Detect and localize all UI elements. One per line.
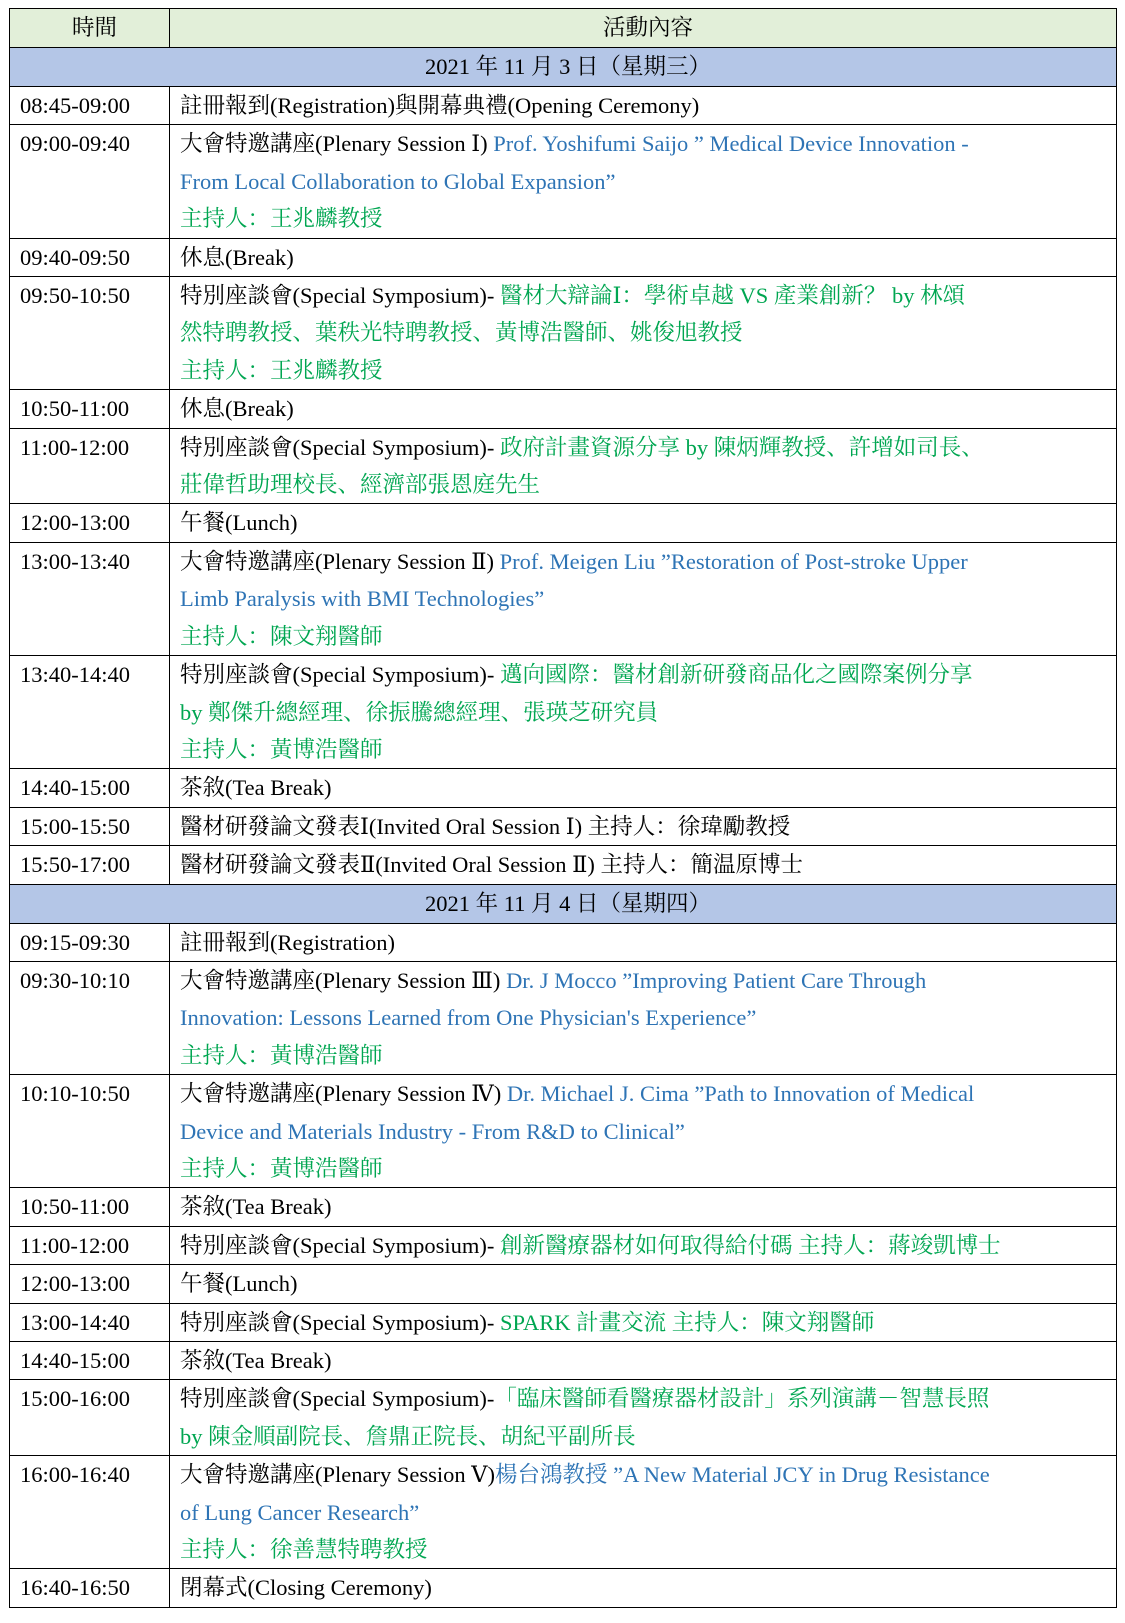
- table-row: [10, 961, 1117, 1074]
- speaker-text: 然特聘教授、葉秩光特聘教授、黃博浩醫師、姚俊旭教授: [180, 320, 743, 346]
- content-line: [180, 239, 1116, 276]
- content-line: [180, 580, 1116, 617]
- content-cell: [170, 542, 1117, 655]
- content-cell: [170, 87, 1117, 125]
- session-text: 休息(Break): [180, 396, 294, 422]
- content-cell: [170, 1303, 1117, 1341]
- session-text: 午餐(Lunch): [180, 1271, 298, 1297]
- content-line: [180, 429, 1116, 466]
- session-text: 註冊報到(Registration)與開幕典禮(Opening Ceremony): [180, 93, 700, 118]
- speaker-text: 醫材大辯論Ⅰ：學術卓越 VS 產業創新？ by 林頌: [499, 283, 966, 309]
- time-cell: 16:00-16:40: [10, 1456, 170, 1569]
- content-line: [180, 808, 1116, 845]
- session-text: 醫材研發論文發表Ⅰ(Invited Oral Session Ⅰ) 主持人：徐瑋勵教授: [180, 813, 791, 839]
- talk-title-text: of Lung Cancer Research”: [180, 1499, 420, 1525]
- content-line: [180, 1227, 1116, 1264]
- content-line: [180, 314, 1116, 351]
- session-text: 特別座談會(Special Symposium)-: [180, 434, 500, 460]
- table-row: [10, 1303, 1117, 1341]
- day-date: 2021 年 11 月 3 日（星期三）: [10, 48, 1117, 87]
- talk-title-text: Prof. Meigen Liu ”Restoration of Post-stroke Upper: [499, 548, 968, 574]
- table-row: [10, 390, 1117, 428]
- content-line: [180, 1304, 1116, 1341]
- content-cell: [170, 428, 1117, 504]
- header-time: 時間: [10, 9, 170, 48]
- content-line: [180, 163, 1116, 200]
- talk-title-text: Innovation: Lessons Learned from One Physician's Experience”: [180, 1005, 757, 1031]
- session-text: 特別座談會(Special Symposium)-: [180, 1386, 495, 1412]
- content-line: [180, 962, 1116, 999]
- content-line: [180, 504, 1116, 541]
- content-line: [180, 1494, 1116, 1531]
- content-line: [180, 1418, 1116, 1455]
- content-cell: [170, 1456, 1117, 1569]
- content-cell: [170, 807, 1117, 845]
- content-cell: [170, 390, 1117, 428]
- content-line: [180, 1531, 1116, 1568]
- content-line: [180, 1380, 1116, 1417]
- speaker-text: 主持人：黃博浩醫師: [180, 736, 383, 762]
- content-line: [180, 618, 1116, 655]
- content-line: [180, 125, 1116, 162]
- content-cell: [170, 1188, 1117, 1226]
- content-line: [180, 277, 1116, 314]
- content-line: [180, 694, 1116, 731]
- content-line: [180, 466, 1116, 503]
- session-text: 註冊報到(Registration): [180, 929, 395, 955]
- content-cell: [170, 125, 1117, 238]
- table-row: [10, 1188, 1117, 1226]
- content-line: [180, 1569, 1116, 1606]
- speaker-text: SPARK 計畫交流 主持人：陳文翔醫師: [499, 1309, 875, 1335]
- time-cell: 09:30-10:10: [10, 961, 170, 1074]
- content-cell: [170, 1226, 1117, 1264]
- day-header-row: [10, 884, 1117, 923]
- time-cell: 15:00-16:00: [10, 1380, 170, 1456]
- session-text: 特別座談會(Special Symposium)-: [180, 1309, 500, 1335]
- session-text: 大會特邀講座(Plenary Session Ⅰ): [180, 131, 494, 157]
- time-cell: 14:40-15:00: [10, 769, 170, 807]
- table-row: [10, 769, 1117, 807]
- session-text: 休息(Break): [180, 244, 294, 270]
- time-cell: 11:00-12:00: [10, 428, 170, 504]
- talk-title-text: Device and Materials Industry - From R&D to Clinical”: [180, 1118, 685, 1144]
- time-cell: 14:40-15:00: [10, 1342, 170, 1380]
- content-cell: [170, 656, 1117, 769]
- schedule-body: [10, 48, 1117, 1608]
- session-text: 大會特邀講座(Plenary Session Ⅴ): [180, 1462, 495, 1488]
- session-text: 茶敘(Tea Break): [180, 1348, 332, 1373]
- speaker-text: 創新醫療器材如何取得給付碼 主持人：蔣竣凱博士: [499, 1232, 1001, 1258]
- content-cell: [170, 1075, 1117, 1188]
- content-cell: [170, 1380, 1117, 1456]
- speaker-text: by 陳金順副院長、詹鼎正院長、胡紀平副所長: [180, 1423, 636, 1449]
- content-cell: [170, 961, 1117, 1074]
- table-row: [10, 238, 1117, 276]
- table-row: [10, 1075, 1117, 1188]
- content-cell: [170, 238, 1117, 276]
- session-text: 閉幕式(Closing Ceremony): [180, 1575, 432, 1601]
- table-header-row: [10, 9, 1117, 48]
- content-cell: [170, 277, 1117, 390]
- content-line: [180, 769, 1116, 806]
- time-cell: 15:00-15:50: [10, 807, 170, 845]
- schedule-table: [9, 8, 1117, 1608]
- speaker-text: by 鄭傑升總經理、徐振騰總經理、張瑛芝研究員: [180, 699, 659, 725]
- content-cell: [170, 1569, 1117, 1607]
- talk-title-text: 楊台鴻教授 ”A New Material JCY in Drug Resistance: [494, 1462, 990, 1488]
- session-text: 茶敘(Tea Break): [180, 775, 332, 801]
- time-cell: 09:00-09:40: [10, 125, 170, 238]
- content-line: [180, 1188, 1116, 1225]
- time-cell: 15:50-17:00: [10, 846, 170, 884]
- day-date: 2021 年 11 月 4 日（星期四）: [10, 884, 1117, 923]
- content-line: [180, 731, 1116, 768]
- table-row: [10, 277, 1117, 390]
- table-row: [10, 807, 1117, 845]
- content-line: [180, 87, 1116, 124]
- content-line: [180, 1265, 1116, 1302]
- speaker-text: 主持人：王兆麟教授: [180, 206, 383, 232]
- table-row: [10, 504, 1117, 542]
- time-cell: 16:40-16:50: [10, 1569, 170, 1607]
- content-line: [180, 1150, 1116, 1187]
- speaker-text: 主持人：陳文翔醫師: [180, 623, 383, 649]
- session-text: 午餐(Lunch): [180, 510, 298, 536]
- session-text: 醫材研發論文發表Ⅱ(Invited Oral Session Ⅱ) 主持人：簡温原博士: [180, 852, 804, 878]
- session-text: 特別座談會(Special Symposium)-: [180, 1232, 500, 1258]
- time-cell: 09:50-10:50: [10, 277, 170, 390]
- time-cell: 09:15-09:30: [10, 923, 170, 961]
- time-cell: 12:00-13:00: [10, 504, 170, 542]
- time-cell: 10:50-11:00: [10, 390, 170, 428]
- talk-title-text: Dr. Michael J. Cima ”Path to Innovation of Medical: [506, 1081, 975, 1107]
- content-cell: [170, 1342, 1117, 1380]
- session-text: 茶敘(Tea Break): [180, 1194, 332, 1220]
- table-row: [10, 923, 1117, 961]
- content-cell: [170, 846, 1117, 884]
- table-row: [10, 1265, 1117, 1303]
- content-line: [180, 390, 1116, 427]
- content-cell: [170, 923, 1117, 961]
- table-row: [10, 1226, 1117, 1264]
- content-line: [180, 924, 1116, 961]
- session-text: 特別座談會(Special Symposium)-: [180, 283, 500, 309]
- session-text: 大會特邀講座(Plenary Session Ⅳ): [180, 1081, 507, 1107]
- time-cell: 13:00-14:40: [10, 1303, 170, 1341]
- content-line: [180, 352, 1116, 389]
- speaker-text: 主持人：黃博浩醫師: [180, 1042, 383, 1068]
- content-line: [180, 1342, 1116, 1379]
- content-line: [180, 200, 1116, 237]
- time-cell: 09:40-09:50: [10, 238, 170, 276]
- table-row: [10, 656, 1117, 769]
- speaker-text: 主持人：黃博浩醫師: [180, 1155, 383, 1181]
- content-cell: [170, 1265, 1117, 1303]
- session-text: 大會特邀講座(Plenary Session Ⅲ): [180, 967, 507, 993]
- header-content: 活動內容: [170, 9, 1117, 48]
- speaker-text: 莊偉哲助理校長、經濟部張恩庭先生: [180, 472, 541, 498]
- content-line: [180, 1113, 1116, 1150]
- speaker-text: 「臨床醫師看醫療器材設計」系列演講－智慧長照: [494, 1386, 990, 1412]
- session-text: 大會特邀講座(Plenary Session Ⅱ): [180, 548, 500, 574]
- content-line: [180, 543, 1116, 580]
- talk-title-text: Prof. Yoshifumi Saijo ” Medical Device Innovation -: [493, 131, 969, 157]
- time-cell: 12:00-13:00: [10, 1265, 170, 1303]
- table-row: [10, 542, 1117, 655]
- time-cell: 11:00-12:00: [10, 1226, 170, 1264]
- content-line: [180, 1037, 1116, 1074]
- speaker-text: 主持人：徐善慧特聘教授: [180, 1537, 428, 1563]
- talk-title-text: From Local Collaboration to Global Expansion”: [180, 168, 616, 194]
- day-header-row: [10, 48, 1117, 87]
- table-row: [10, 125, 1117, 238]
- time-cell: 13:00-13:40: [10, 542, 170, 655]
- time-cell: 13:40-14:40: [10, 656, 170, 769]
- content-cell: [170, 504, 1117, 542]
- table-row: [10, 846, 1117, 884]
- content-line: [180, 1075, 1116, 1112]
- talk-title-text: Dr. J Mocco ”Improving Patient Care Through: [506, 967, 927, 993]
- content-cell: [170, 769, 1117, 807]
- table-row: [10, 1456, 1117, 1569]
- time-cell: 08:45-09:00: [10, 87, 170, 125]
- session-text: 特別座談會(Special Symposium)-: [180, 662, 500, 688]
- table-row: [10, 1342, 1117, 1380]
- time-cell: 10:50-11:00: [10, 1188, 170, 1226]
- table-row: [10, 1380, 1117, 1456]
- talk-title-text: Limb Paralysis with BMI Technologies”: [180, 586, 545, 612]
- content-line: [180, 846, 1116, 883]
- table-row: [10, 428, 1117, 504]
- content-line: [180, 999, 1116, 1036]
- table-row: [10, 87, 1117, 125]
- content-line: [180, 656, 1116, 693]
- speaker-text: 邁向國際：醫材創新研發商品化之國際案例分享: [499, 662, 973, 688]
- speaker-text: 政府計畫資源分享 by 陳炳輝教授、許增如司長、: [499, 434, 984, 460]
- time-cell: 10:10-10:50: [10, 1075, 170, 1188]
- speaker-text: 主持人：王兆麟教授: [180, 357, 383, 383]
- content-line: [180, 1456, 1116, 1493]
- table-row: [10, 1569, 1117, 1607]
